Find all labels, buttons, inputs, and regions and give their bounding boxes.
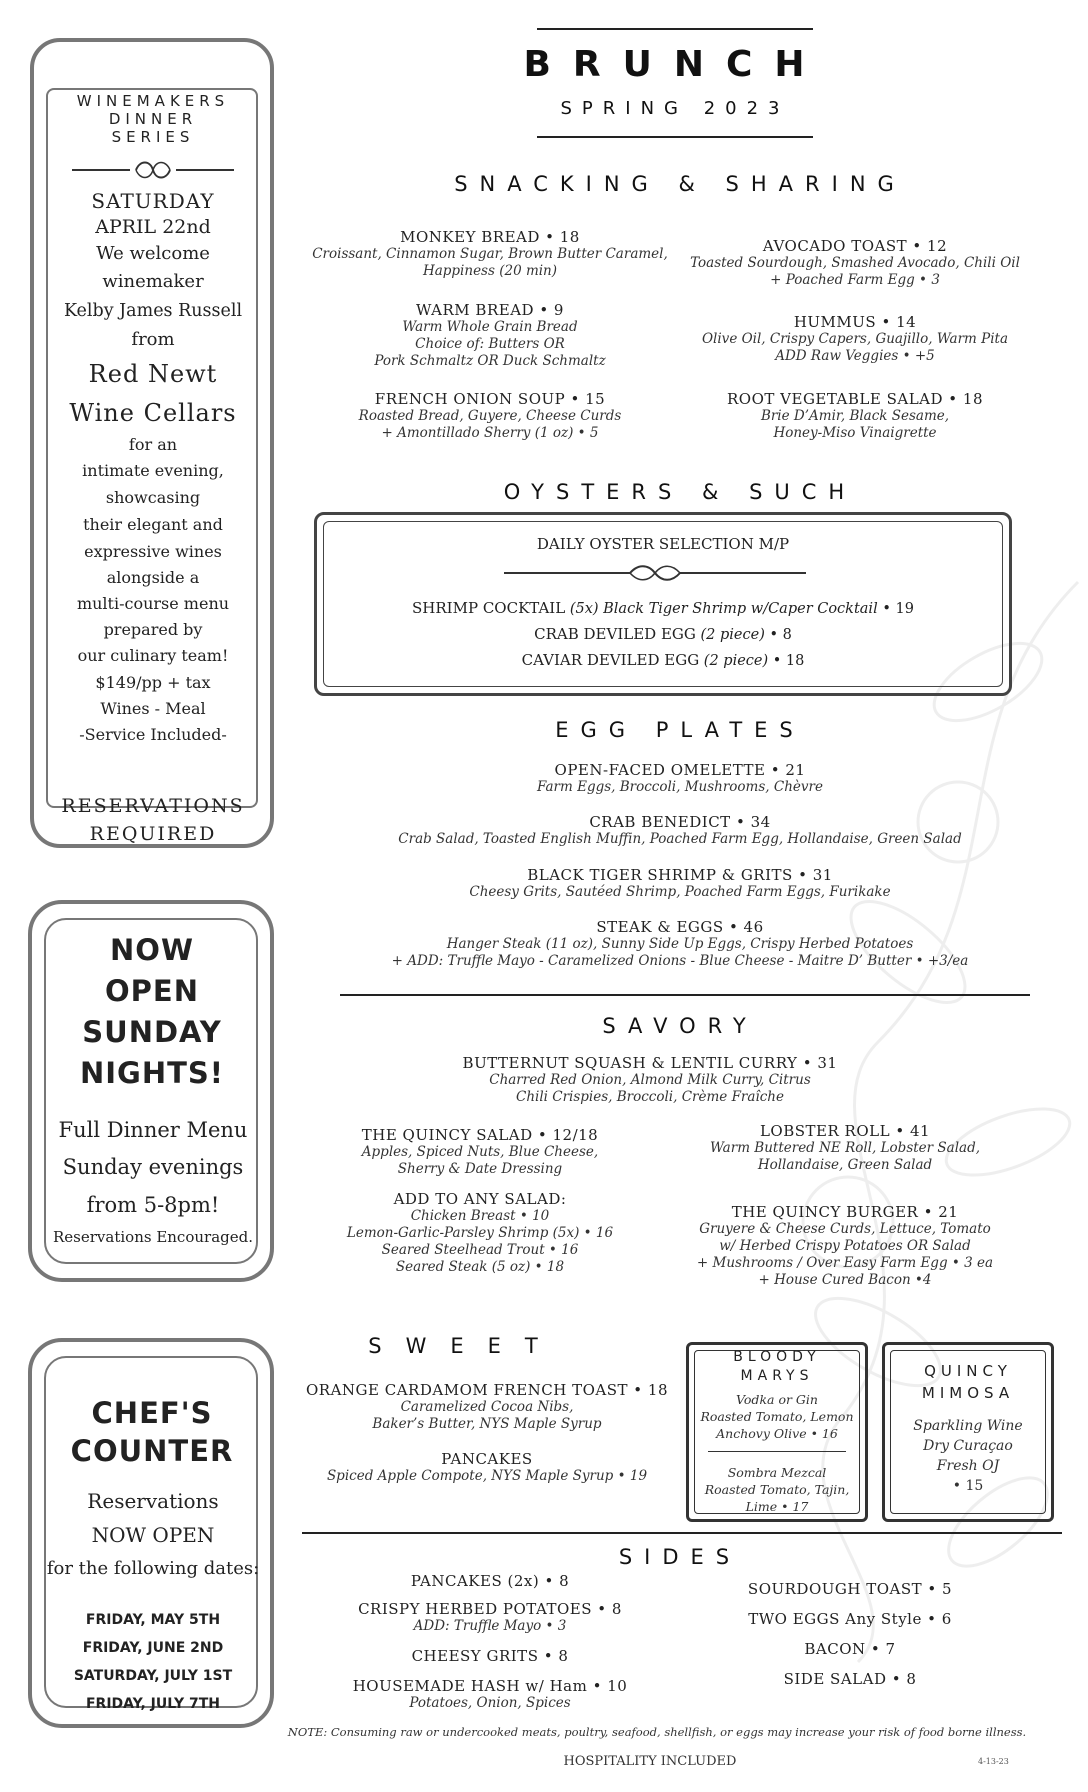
menu-item xyxy=(300,302,680,370)
winemakers-title-line: DINNER xyxy=(108,110,198,128)
item-desc: + House Cured Bacon •4 xyxy=(758,1272,932,1288)
item-note: (2 piece) xyxy=(703,653,769,669)
item-desc: Choice of: Butters OR xyxy=(415,336,565,352)
chef-title-line: COUNTER xyxy=(70,1434,234,1468)
item-title: PANCAKES xyxy=(441,1450,533,1468)
item-price: • 18 xyxy=(772,653,805,669)
item-title: PANCAKES (2x) • 8 xyxy=(410,1572,570,1590)
item-desc: Sparkling Wine xyxy=(913,1418,1023,1434)
bloody-marys-option-b xyxy=(686,1464,868,1515)
item-desc: Baker’s Butter, NYS Maple Syrup xyxy=(372,1416,602,1432)
winemakers-line: We welcome xyxy=(96,243,210,264)
item-title: OPEN-FACED OMELETTE • 21 xyxy=(554,761,806,779)
winemakers-line: Kelby James Russell xyxy=(63,301,243,321)
sunday-line: Sunday evenings xyxy=(62,1155,244,1179)
winemakers-title-line: WINEMAKERS xyxy=(76,92,230,110)
item-title: SIDE SALAD • 8 xyxy=(783,1670,917,1688)
quincy-mimosa-title xyxy=(882,1360,1054,1404)
menu-item xyxy=(320,1678,660,1712)
item-desc: Hanger Steak (11 oz), Sunny Side Up Eggs, Crispy Herbed Potatoes xyxy=(446,936,914,952)
item-price: • 8 xyxy=(769,627,792,643)
item-desc: Honey-Miso Vinaigrette xyxy=(773,425,937,441)
item-desc: Seared Steelhead Trout • 16 xyxy=(381,1242,579,1258)
sunday-line: Reservations Encouraged. xyxy=(53,1228,253,1246)
item-title: BACON • 7 xyxy=(804,1640,896,1658)
item-desc: Hollandaise, Green Salad xyxy=(757,1157,933,1173)
menu-item xyxy=(296,1382,678,1433)
item-desc: + ADD: Truffle Mayo - Caramelized Onions - Blue Cheese - Maitre D’ Butter • +3/ea xyxy=(391,953,969,969)
item-note: (5x) xyxy=(569,601,599,617)
winemakers-body xyxy=(40,188,266,748)
winemakers-line: prepared by xyxy=(103,620,203,639)
footer-note: NOTE: Consuming raw or undercooked meats, poultry, seafood, shellfish, or eggs may increase your risk of food borne illness. xyxy=(287,1725,1027,1739)
item-desc: Warm Whole Grain Bread xyxy=(402,319,578,335)
item-desc: Croissant, Cinnamon Sugar, Brown Butter Caramel, xyxy=(312,246,668,262)
item-desc: w/ Herbed Crispy Potatoes OR Salad xyxy=(719,1238,971,1254)
item-desc: Roasted Bread, Guyere, Cheese Curds xyxy=(358,408,622,424)
item-desc: Anchovy Olive • 16 xyxy=(716,1426,838,1441)
bloody-marys-title xyxy=(686,1348,868,1386)
item-title: HOUSEMADE HASH w/ Ham • 10 xyxy=(352,1677,628,1695)
item-title: AVOCADO TOAST • 12 xyxy=(762,237,948,255)
menu-item xyxy=(680,314,1030,365)
item-desc: ADD: Truffle Mayo • 3 xyxy=(413,1618,567,1634)
item-desc: Warm Buttered NE Roll, Lobster Salad, xyxy=(709,1140,980,1156)
winemakers-line: from xyxy=(131,329,175,350)
chef-date: FRIDAY, MAY 5TH xyxy=(85,1612,221,1628)
menu-item xyxy=(320,1127,640,1178)
item-desc: Seared Steak (5 oz) • 18 xyxy=(395,1259,565,1275)
sunday-line: from 5-8pm! xyxy=(86,1193,220,1217)
winemakers-title-line: SERIES xyxy=(111,128,195,146)
mimosa-title-line: MIMOSA xyxy=(921,1384,1015,1402)
chef-line: for the following dates: xyxy=(46,1558,260,1579)
item-desc: Sherry & Date Dressing xyxy=(397,1161,563,1177)
section-heading-eggs: EGG PLATES xyxy=(555,718,805,742)
menu-item xyxy=(680,391,1030,442)
item-title: ORANGE CARDAMOM FRENCH TOAST • 18 xyxy=(306,1381,668,1399)
menu-item xyxy=(680,1581,1020,1598)
section-heading-savory: SAVORY xyxy=(602,1014,758,1038)
section-divider xyxy=(302,1532,1062,1534)
winemakers-line: Red Newt xyxy=(88,360,218,388)
item-desc: Pork Schmaltz OR Duck Schmaltz xyxy=(374,353,606,369)
winemakers-line: -Service Included- xyxy=(79,725,227,744)
reservations-line: REQUIRED xyxy=(89,823,217,845)
winemakers-line: showcasing xyxy=(105,488,201,507)
item-desc: Charred Red Onion, Almond Milk Curry, Citrus xyxy=(489,1072,811,1088)
item-desc: Sombra Mezcal xyxy=(727,1465,827,1480)
chef-line: NOW OPEN xyxy=(91,1523,215,1547)
chefs-counter-title xyxy=(40,1394,264,1470)
item-title: THE QUINCY BURGER • 21 xyxy=(731,1203,959,1221)
item-desc: Lime • 17 xyxy=(745,1499,809,1514)
item-desc: Apples, Spiced Nuts, Blue Cheese, xyxy=(361,1144,599,1160)
menu-item xyxy=(670,1204,1020,1289)
item-desc: Toasted Sourdough, Smashed Avocado, Chili Oil xyxy=(690,255,1020,271)
sunday-line: Full Dinner Menu xyxy=(58,1118,248,1142)
chef-date: FRIDAY, JULY 7TH xyxy=(85,1696,221,1712)
menu-item xyxy=(360,1055,940,1106)
sunday-title-line: NOW xyxy=(110,933,194,967)
winemakers-line: $149/pp + tax xyxy=(95,673,211,692)
item-desc: ADD Raw Veggies • +5 xyxy=(775,348,935,364)
section-divider xyxy=(340,994,1030,996)
item-title: THE QUINCY SALAD • 12/18 xyxy=(361,1126,599,1144)
menu-item xyxy=(680,1671,1020,1688)
item-desc: Dry Curaçao xyxy=(923,1438,1013,1454)
item-title: SOURDOUGH TOAST • 5 xyxy=(747,1580,953,1598)
menu-item xyxy=(300,762,1060,796)
reservations-required xyxy=(40,792,266,848)
item-title: LOBSTER ROLL • 41 xyxy=(759,1122,931,1140)
item-desc: Happiness (20 min) xyxy=(422,263,558,279)
menu-item xyxy=(320,1191,640,1276)
winemakers-line: intimate evening, xyxy=(82,461,224,480)
item-title: CHEESY GRITS • 8 xyxy=(411,1647,569,1665)
menu-item xyxy=(680,238,1030,289)
item-desc: + Amontillado Sherry (1 oz) • 5 xyxy=(381,425,599,441)
winemakers-line: multi-course menu xyxy=(76,594,230,613)
oyster-item xyxy=(314,626,1012,644)
item-desc: • 15 xyxy=(952,1478,984,1494)
section-heading-snacking: SNACKING & SHARING xyxy=(454,172,906,196)
reservations-line: RESERVATIONS xyxy=(61,795,245,817)
menu-item xyxy=(300,391,680,442)
item-title: HUMMUS • 14 xyxy=(793,313,917,331)
item-title: BUTTERNUT SQUASH & LENTIL CURRY • 31 xyxy=(462,1054,838,1072)
section-heading-sides: SIDES xyxy=(618,1545,742,1569)
oyster-item xyxy=(314,652,1012,670)
item-desc: Crab Salad, Toasted English Muffin, Poached Farm Egg, Hollandaise, Green Salad xyxy=(398,831,962,847)
winemakers-line: Wines - Meal xyxy=(100,699,206,718)
chef-date: FRIDAY, JUNE 2ND xyxy=(82,1640,224,1656)
item-title: CAVIAR DEVILED EGG xyxy=(521,651,700,669)
chef-line: Reservations xyxy=(87,1489,219,1513)
item-title: CRAB BENEDICT • 34 xyxy=(589,813,771,831)
mimosa-title-line: QUINCY xyxy=(924,1362,1012,1380)
section-heading-oysters: OYSTERS & SUCH xyxy=(503,480,857,504)
menu-item xyxy=(320,1648,660,1665)
bloody-title-line: BLOODY xyxy=(733,1349,821,1365)
item-desc: Chicken Breast • 10 xyxy=(410,1208,550,1224)
item-desc: + Mushrooms / Over Easy Farm Egg • 3 ea xyxy=(696,1255,994,1271)
winemakers-line: expressive wines xyxy=(84,542,222,561)
page-subtitle: SPRING 2023 xyxy=(560,98,790,119)
item-title: CRISPY HERBED POTATOES • 8 xyxy=(358,1600,622,1618)
quincy-mimosa-desc xyxy=(882,1416,1054,1496)
sunday-title-line: NIGHTS! xyxy=(79,1056,225,1090)
item-desc: Roasted Tomato, Tajin, xyxy=(704,1482,850,1497)
item-desc: Black Tiger Shrimp w/Caper Cocktail xyxy=(603,601,878,617)
menu-item xyxy=(680,1641,1020,1658)
menu-item xyxy=(300,814,1060,848)
item-desc: Chili Crispies, Broccoli, Crème Fraîche xyxy=(515,1089,784,1105)
sunday-title xyxy=(40,930,264,1094)
bloody-divider xyxy=(708,1451,846,1452)
header-rule-top xyxy=(537,28,813,30)
daily-oyster-selection: DAILY OYSTER SELECTION M/P xyxy=(536,535,790,553)
menu-item xyxy=(670,1123,1020,1174)
oyster-item xyxy=(314,600,1012,618)
item-desc: + Poached Farm Egg • 3 xyxy=(770,272,940,288)
bloody-marys-option-a xyxy=(686,1391,868,1442)
sunday-title-line: OPEN xyxy=(105,974,199,1008)
item-price: • 19 xyxy=(882,601,914,617)
item-title: BLACK TIGER SHRIMP & GRITS • 31 xyxy=(527,866,833,884)
menu-item xyxy=(320,1601,660,1635)
section-heading-sweet: SWEET xyxy=(368,1334,562,1358)
sunday-title-line: SUNDAY xyxy=(82,1015,222,1049)
item-title: SHRIMP COCKTAIL xyxy=(412,599,566,617)
winemakers-line: for an xyxy=(128,435,178,454)
winemakers-line: APRIL 22nd xyxy=(95,216,211,238)
menu-item xyxy=(320,1573,660,1590)
item-title: STEAK & EGGS • 46 xyxy=(596,918,764,936)
winemakers-line: SATURDAY xyxy=(91,189,215,213)
menu-item xyxy=(300,229,680,280)
bloody-title-line: MARYS xyxy=(740,1368,814,1384)
item-desc: Brie D’Amir, Black Sesame, xyxy=(760,408,950,424)
item-desc: Potatoes, Onion, Spices xyxy=(409,1695,571,1711)
item-desc: Fresh OJ xyxy=(936,1458,1000,1474)
item-desc: Cheesy Grits, Sautéed Shrimp, Poached Farm Eggs, Furikake xyxy=(469,884,891,900)
winemakers-line: Wine Cellars xyxy=(69,399,237,427)
chef-date: SATURDAY, JULY 1ST xyxy=(73,1668,233,1684)
winemakers-line: our culinary team! xyxy=(77,646,229,665)
item-desc: Gruyere & Cheese Curds, Lettuce, Tomato xyxy=(699,1221,991,1237)
item-desc: Roasted Tomato, Lemon xyxy=(700,1409,854,1424)
item-desc: Olive Oil, Crispy Capers, Guajillo, Warm Pita xyxy=(701,331,1008,347)
item-desc: Lemon-Garlic-Parsley Shrimp (5x) • 16 xyxy=(346,1225,614,1241)
item-desc: Farm Eggs, Broccoli, Mushrooms, Chèvre xyxy=(537,779,823,795)
page-title: BRUNCH xyxy=(523,44,827,85)
item-title: FRENCH ONION SOUP • 15 xyxy=(374,390,606,408)
winemakers-line: winemaker xyxy=(102,271,204,292)
winemakers-line: their elegant and xyxy=(83,515,223,534)
chefs-counter-body xyxy=(40,1484,266,1586)
menu-item xyxy=(300,919,1060,970)
sunday-body xyxy=(40,1112,266,1250)
chef-title-line: CHEF'S xyxy=(91,1396,213,1430)
chefs-counter-dates xyxy=(40,1606,266,1718)
item-desc: Vodka or Gin xyxy=(736,1392,818,1407)
item-desc: Spiced Apple Compote, NYS Maple Syrup • 19 xyxy=(326,1468,648,1484)
winemakers-line: alongside a xyxy=(106,568,200,587)
winemakers-title xyxy=(46,92,260,146)
item-title: ROOT VEGETABLE SALAD • 18 xyxy=(727,390,983,408)
item-title: CRAB DEVILED EGG xyxy=(534,625,696,643)
header-rule-bottom xyxy=(537,136,813,138)
item-note: (2 piece) xyxy=(700,627,765,643)
item-title: WARM BREAD • 9 xyxy=(416,301,564,319)
hospitality-included: HOSPITALITY INCLUDED xyxy=(563,1754,737,1769)
menu-item xyxy=(680,1611,1020,1628)
menu-item xyxy=(300,867,1060,901)
item-title: TWO EGGS Any Style • 6 xyxy=(748,1610,952,1628)
ornament-divider xyxy=(500,562,810,584)
item-title: MONKEY BREAD • 18 xyxy=(400,228,580,246)
item-title: ADD TO ANY SALAD: xyxy=(393,1190,567,1208)
item-desc: Caramelized Cocoa Nibs, xyxy=(400,1399,574,1415)
ornament-divider xyxy=(70,158,236,182)
menu-item xyxy=(296,1451,678,1485)
print-date: 4-13-23 xyxy=(978,1757,1009,1766)
